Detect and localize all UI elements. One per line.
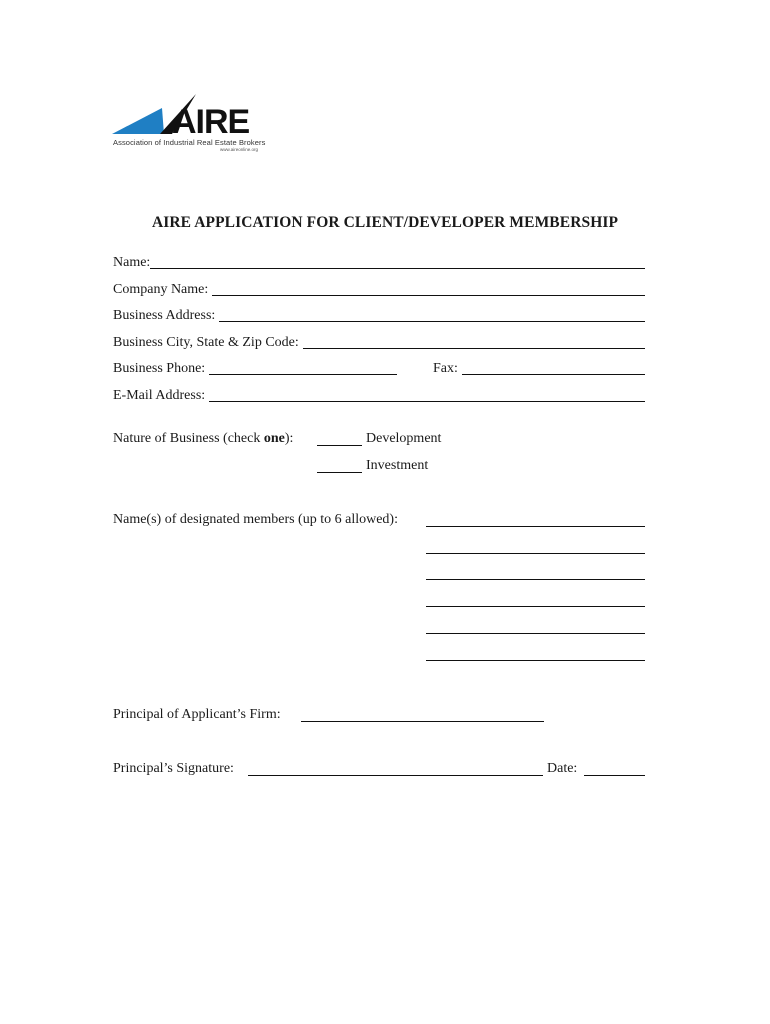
signature-label: Principal’s Signature:: [113, 761, 234, 776]
investment-label: Investment: [366, 458, 429, 473]
email-field[interactable]: [209, 387, 645, 402]
principal-firm-field[interactable]: [301, 721, 544, 722]
fax-row: [433, 358, 645, 378]
fax-label: Fax:: [433, 361, 458, 376]
company-label: Company Name:: [113, 282, 209, 297]
development-check[interactable]: [317, 445, 362, 446]
city-label: Business City, State & Zip Code:: [113, 335, 299, 350]
date-label: Date:: [547, 761, 578, 776]
city-row: [113, 332, 645, 352]
member-field-2[interactable]: [426, 553, 645, 554]
development-label: Development: [366, 431, 442, 446]
address-label: Business Address:: [113, 308, 216, 323]
nature-label-start: Nature of Business (check: [113, 431, 264, 446]
company-row: [113, 279, 645, 299]
address-field[interactable]: [219, 307, 645, 322]
principal-firm-label: Principal of Applicant’s Firm:: [113, 707, 281, 722]
date-field[interactable]: [584, 775, 645, 776]
member-field-4[interactable]: [426, 606, 645, 607]
signature-field[interactable]: [248, 775, 543, 776]
logo-wordmark: AIRE: [172, 103, 250, 141]
email-label: E-Mail Address:: [113, 388, 206, 403]
name-row: [113, 252, 645, 272]
investment-check[interactable]: [317, 472, 362, 473]
city-field[interactable]: [303, 334, 645, 349]
address-row: [113, 305, 645, 325]
nature-label-bold: one: [263, 431, 285, 446]
logo-tagline: Association of Industrial Real Estate Brokers: [113, 138, 266, 147]
member-field-6[interactable]: [426, 660, 645, 661]
name-label: Name:: [113, 255, 151, 270]
nature-label: [113, 430, 293, 448]
nature-label-end: ):: [284, 431, 294, 446]
phone-field[interactable]: [209, 360, 397, 375]
name-field[interactable]: [150, 254, 645, 269]
member-field-3[interactable]: [426, 579, 645, 580]
aire-logo-mark: [110, 92, 275, 142]
form-title: AIRE APPLICATION FOR CLIENT/DEVELOPER MEMBERSHIP: [151, 214, 619, 231]
phone-row: [113, 358, 397, 378]
members-label: Name(s) of designated members (up to 6 allowed):: [113, 512, 398, 527]
member-field-5[interactable]: [426, 633, 645, 634]
company-field[interactable]: [212, 281, 645, 296]
phone-label: Business Phone:: [113, 361, 206, 376]
fax-field[interactable]: [462, 360, 645, 375]
logo-url: www.aireonline.org: [220, 147, 259, 152]
email-row: [113, 385, 645, 405]
member-field-1[interactable]: [426, 526, 645, 527]
